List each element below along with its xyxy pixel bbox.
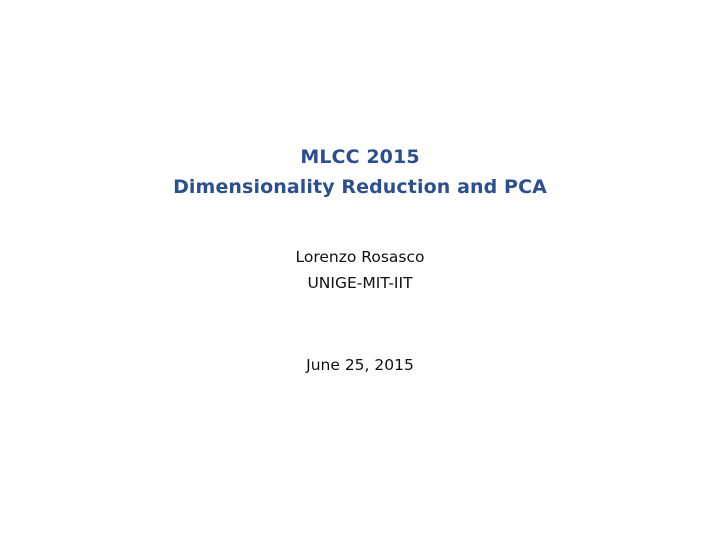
- author-block: [0, 244, 720, 296]
- title-block: [0, 142, 720, 202]
- slide-subtitle: Dimensionality Reduction and PCA: [173, 176, 547, 198]
- slide-title: MLCC 2015: [300, 146, 420, 168]
- author-name: Lorenzo Rosasco: [295, 248, 425, 266]
- institute: UNIGE-MIT-IIT: [307, 274, 413, 292]
- presentation-date: June 25, 2015: [306, 356, 414, 374]
